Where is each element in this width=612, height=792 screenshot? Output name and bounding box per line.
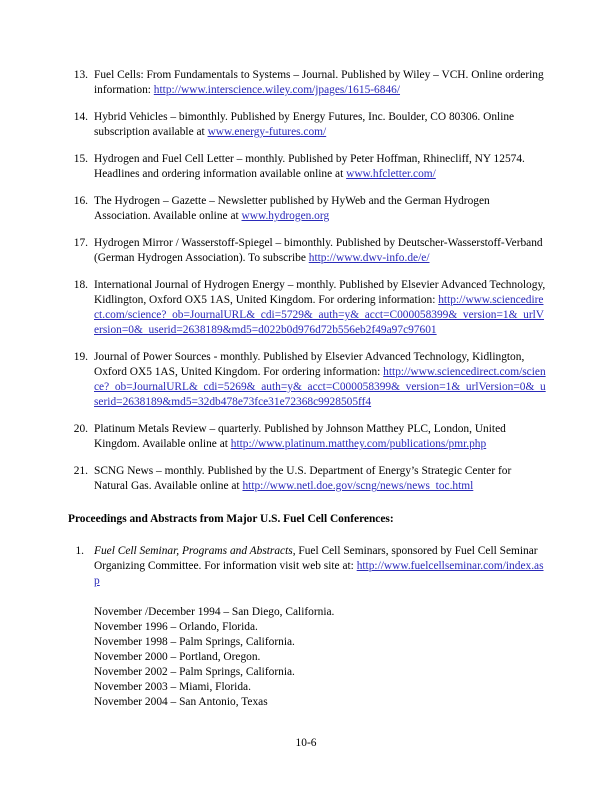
- reference-body: The Hydrogen – Gazette – Newsletter published by HyWeb and the German Hydrogen Association. Available online at: [94, 194, 490, 222]
- proceedings-text: [94, 544, 546, 590]
- proceedings-title: Fuel Cell Seminar, Programs and Abstracts: [94, 544, 293, 557]
- reference-text: [94, 152, 546, 182]
- reference-link[interactable]: http://www.sciencedirect.com/science?_ob=JournalURL&_cdi=5729&_auth=y&_acct=C000058399&_version=1&_urlVersion=0&_userid=2638189&md5=d022b0d976d72b556eb2f49a97c97601: [94, 293, 545, 337]
- conference-list-item: November 2003 – Miami, Florida.: [94, 680, 251, 693]
- reference-link[interactable]: http://www.platinum.matthey.com/publications/pmr.php: [230, 438, 487, 451]
- reference-item-13: [68, 68, 546, 98]
- reference-body: Hydrogen and Fuel Cell Letter – monthly. Published by Peter Hoffman, Rhinecliff, NY 12574. Headlines and ordering information available online at: [94, 152, 525, 181]
- reference-text: [94, 194, 546, 224]
- reference-number: 14.: [73, 110, 88, 123]
- conference-list-item: November /December 1994 – San Diego, California.: [94, 605, 335, 618]
- reference-number: 20.: [73, 423, 88, 436]
- reference-text: [94, 68, 546, 98]
- reference-number: 17.: [73, 236, 88, 249]
- reference-body: Fuel Cells: From Fundamentals to Systems – Journal. Published by Wiley – VCH. Online ordering information:: [94, 69, 544, 97]
- reference-number: 19.: [73, 350, 88, 363]
- reference-link[interactable]: http://www.sciencedirect.com/science?_ob=JournalURL&_cdi=5269&_auth=y&_acct=C000058399&_version=1&_urlVersion=0&_userid=2638189&md5=32db478e73fce31e72368c9928505ff4: [94, 366, 546, 409]
- reference-list: [68, 68, 546, 494]
- reference-body: Hybrid Vehicles – bimonthly. Published by Energy Futures, Inc. Boulder, CO 80306. Online subscription available at: [94, 110, 515, 139]
- reference-item-17: [68, 236, 546, 266]
- reference-item-18: [68, 278, 546, 339]
- conference-list-item: November 2004 – San Antonio, Texas: [94, 695, 268, 708]
- conference-list-item: November 1998 – Palm Springs, California.: [94, 635, 295, 648]
- proceedings-number: 1.: [75, 544, 84, 557]
- reference-number: 13.: [73, 69, 88, 81]
- reference-link[interactable]: www.energy-futures.com/: [207, 126, 327, 139]
- section-heading: Proceedings and Abstracts from Major U.S. Fuel Cell Conferences:: [68, 513, 394, 526]
- reference-number: 16.: [73, 194, 88, 207]
- reference-text: [94, 236, 546, 266]
- conference-list-item: November 2000 – Portland, Oregon.: [94, 650, 261, 663]
- reference-text: [94, 110, 546, 140]
- reference-text: [94, 422, 546, 452]
- reference-item-19: [68, 350, 546, 411]
- reference-item-14: [68, 110, 546, 140]
- reference-item-21: [68, 464, 546, 494]
- page-footer: 10-6: [295, 737, 317, 749]
- reference-item-15: [68, 152, 546, 182]
- reference-text: [94, 350, 546, 411]
- reference-body: Journal of Power Sources - monthly. Published by Elsevier Advanced Technology, Kidlington, Oxford OX5 1AS, United Kingdom. For ordering information:: [94, 350, 525, 379]
- proceedings-body: , Fuel Cell Seminars, sponsored by Fuel Cell Seminar Organizing Committee. For information visit web site at:: [94, 544, 538, 572]
- reference-text: [94, 464, 546, 494]
- reference-link[interactable]: http://www.netl.doe.gov/scng/news/news_toc.html: [242, 480, 474, 493]
- proceedings-list: [68, 544, 546, 590]
- reference-number: 21.: [73, 465, 88, 478]
- page-content: [68, 68, 546, 710]
- conference-list-item: November 1996 – Orlando, Florida.: [94, 620, 258, 633]
- reference-number: 18.: [73, 278, 88, 291]
- reference-text: [94, 278, 546, 339]
- proceedings-link[interactable]: http://www.fuelcellseminar.com/index.asp: [94, 559, 544, 588]
- reference-link[interactable]: http://www.interscience.wiley.com/jpages/1615-6846/: [153, 84, 401, 97]
- conference-list: [94, 605, 546, 710]
- reference-body: International Journal of Hydrogen Energy – monthly. Published by Elsevier Advanced Technology, Kidlington, Oxford OX5 1AS, United Kingdom. For ordering information:: [94, 278, 546, 306]
- proceedings-item-1: [68, 544, 546, 590]
- reference-number: 15.: [73, 152, 88, 165]
- reference-link[interactable]: http://www.dwv-info.de/e/: [308, 251, 430, 264]
- reference-body: Hydrogen Mirror / Wasserstoff-Spiegel – bimonthly. Published by Deutscher-Wasserstoff-Verband (German Hydrogen Association). To subscribe: [94, 236, 543, 264]
- reference-item-16: [68, 194, 546, 224]
- reference-body: Platinum Metals Review – quarterly. Published by Johnson Matthey PLC, London, United Kingdom. Available online at: [94, 423, 506, 451]
- reference-body: SCNG News – monthly. Published by the U.S. Department of Energy’s Strategic Center for Natural Gas. Available online at: [94, 465, 512, 493]
- reference-link[interactable]: www.hfcletter.com/: [346, 168, 436, 181]
- reference-link[interactable]: www.hydrogen.org: [241, 209, 330, 222]
- reference-item-20: [68, 422, 546, 452]
- conference-list-item: November 2002 – Palm Springs, California.: [94, 665, 295, 678]
